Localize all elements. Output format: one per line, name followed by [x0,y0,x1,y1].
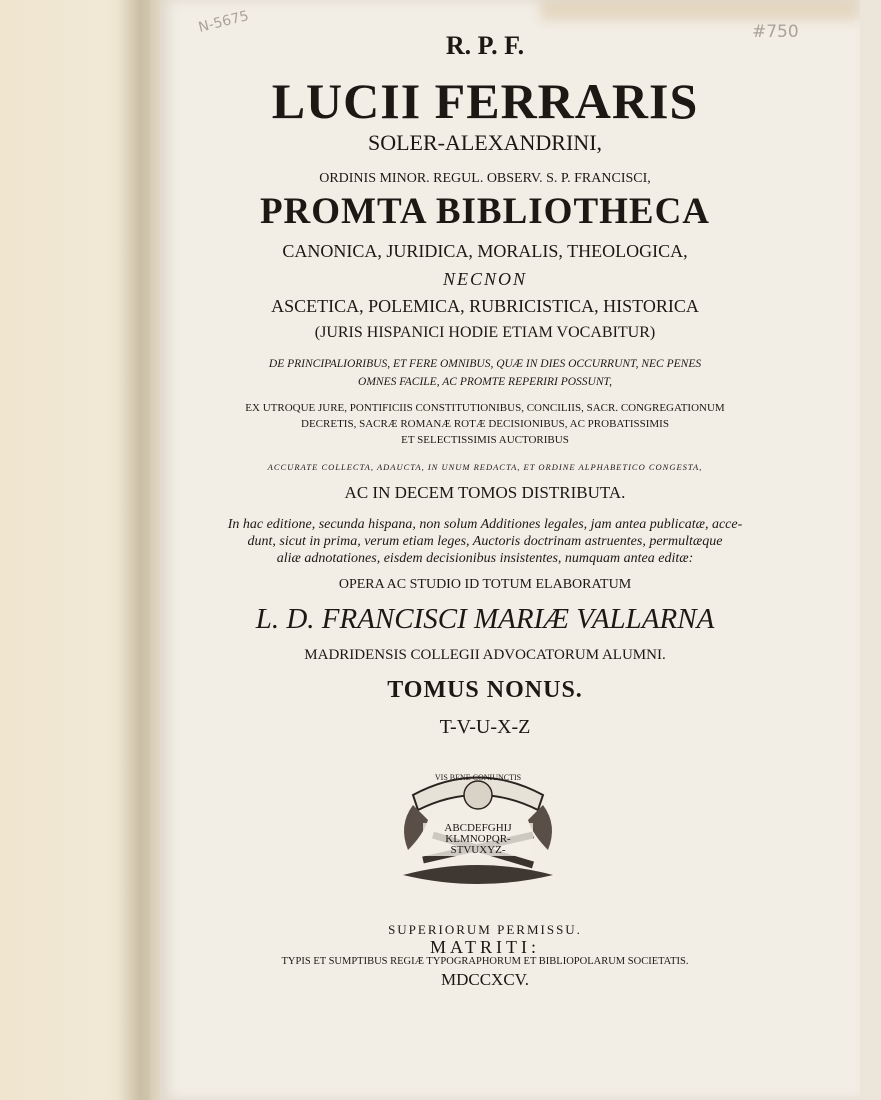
edition-note-line: dunt, sicut in prima, verum etiam leges, Auctoris doctrinam astruentes, permultæque [247,534,723,549]
place-of-printing: MATRITI: [430,937,540,957]
author-name: LUCII FERRARIS [271,73,699,129]
printer: TYPIS ET SUMPTIBUS REGIÆ TYPOGRAPHORUM ET BIBLIOPOLARUM SOCIETATIS. [281,956,689,967]
decem-tomos: AC IN DECEM TOMOS DISTRIBUTA. [344,483,626,502]
necnon: NECNON [442,269,528,289]
de-principalioribus-line: DE PRINCIPALIORIBUS, ET FERE OMNIBUS, QUÆ IN DIES OCCURRUNT, NEC PENES [268,358,702,370]
ex-utroque-line: DECRETIS, SACRÆ ROMANÆ ROTÆ DECISIONIBUS, AC PROBATISSIMIS [301,418,669,430]
subjects-line-2: ASCETICA, POLEMICA, RUBRICISTICA, HISTORICA [271,296,699,316]
opera-ac-studio: OPERA AC STUDIO ID TOTUM ELABORATUM [338,577,632,592]
edition-note-line: In hac editione, secunda hispana, non solum Additiones legales, jam antea publicatæ, acce- [227,517,743,532]
publication-year: MDCCXCV. [440,970,530,989]
de-principalioribus-line: OMNES FACILE, AC PROMTE REPERIRI POSSUNT, [358,376,612,388]
religious-order: ORDINIS MINOR. REGUL. OBSERV. S. P. FRANCISCI, [319,171,651,186]
ex-utroque-line: EX UTROQUE JURE, PONTIFICIIS CONSTITUTIONIBUS, CONCILIIS, SACR. CONGREGATIONUM [245,402,725,414]
author-origin: SOLER-ALEXANDRINI, [367,130,603,155]
editor-name: L. D. FRANCISCI MARIÆ VALLARNA [255,603,715,635]
author-initials: R. P. F. [445,31,525,60]
volume-number: TOMUS NONUS. [387,677,583,703]
juris-note: (JURIS HISPANICI HODIE ETIAM VOCABITUR) [314,324,656,341]
page-edge [860,0,881,1100]
alphabet-line: ABCDEFGHIJ [444,822,512,834]
printers-emblem [393,765,563,895]
emblem-motto: VIS BENE CONIUNCTIS [434,773,522,782]
edition-note-line: aliæ adnotationes, eisdem decisionibus insistentes, numquam antea editæ: [276,551,694,566]
accurate-collecta: ACCURATE COLLECTA, ADAUCTA, IN UNUM REDACTA, ET ORDINE ALPHABETICO CONGESTA, [267,462,703,472]
emblem-alphabet [423,823,533,856]
permission: SUPERIORUM PERMISSU. [388,922,582,937]
ex-utroque-line: ET SELECTISSIMIS AUCTORIBUS [401,434,569,446]
subjects-line-1: CANONICA, JURIDICA, MORALIS, THEOLOGICA, [282,241,688,261]
volume-letters: T-V-U-X-Z [439,716,531,738]
editor-affiliation: MADRIDENSIS COLLEGII ADVOCATORUM ALUMNI. [304,647,666,663]
handwritten-price: #750 [752,22,799,42]
alphabet-line: KLMNOPQR- [445,833,511,845]
alphabet-line: STVUXYZ- [450,844,506,856]
handwritten-catalog-number: N-5675 [196,8,251,36]
book-title: PROMTA BIBLIOTHECA [259,191,711,232]
